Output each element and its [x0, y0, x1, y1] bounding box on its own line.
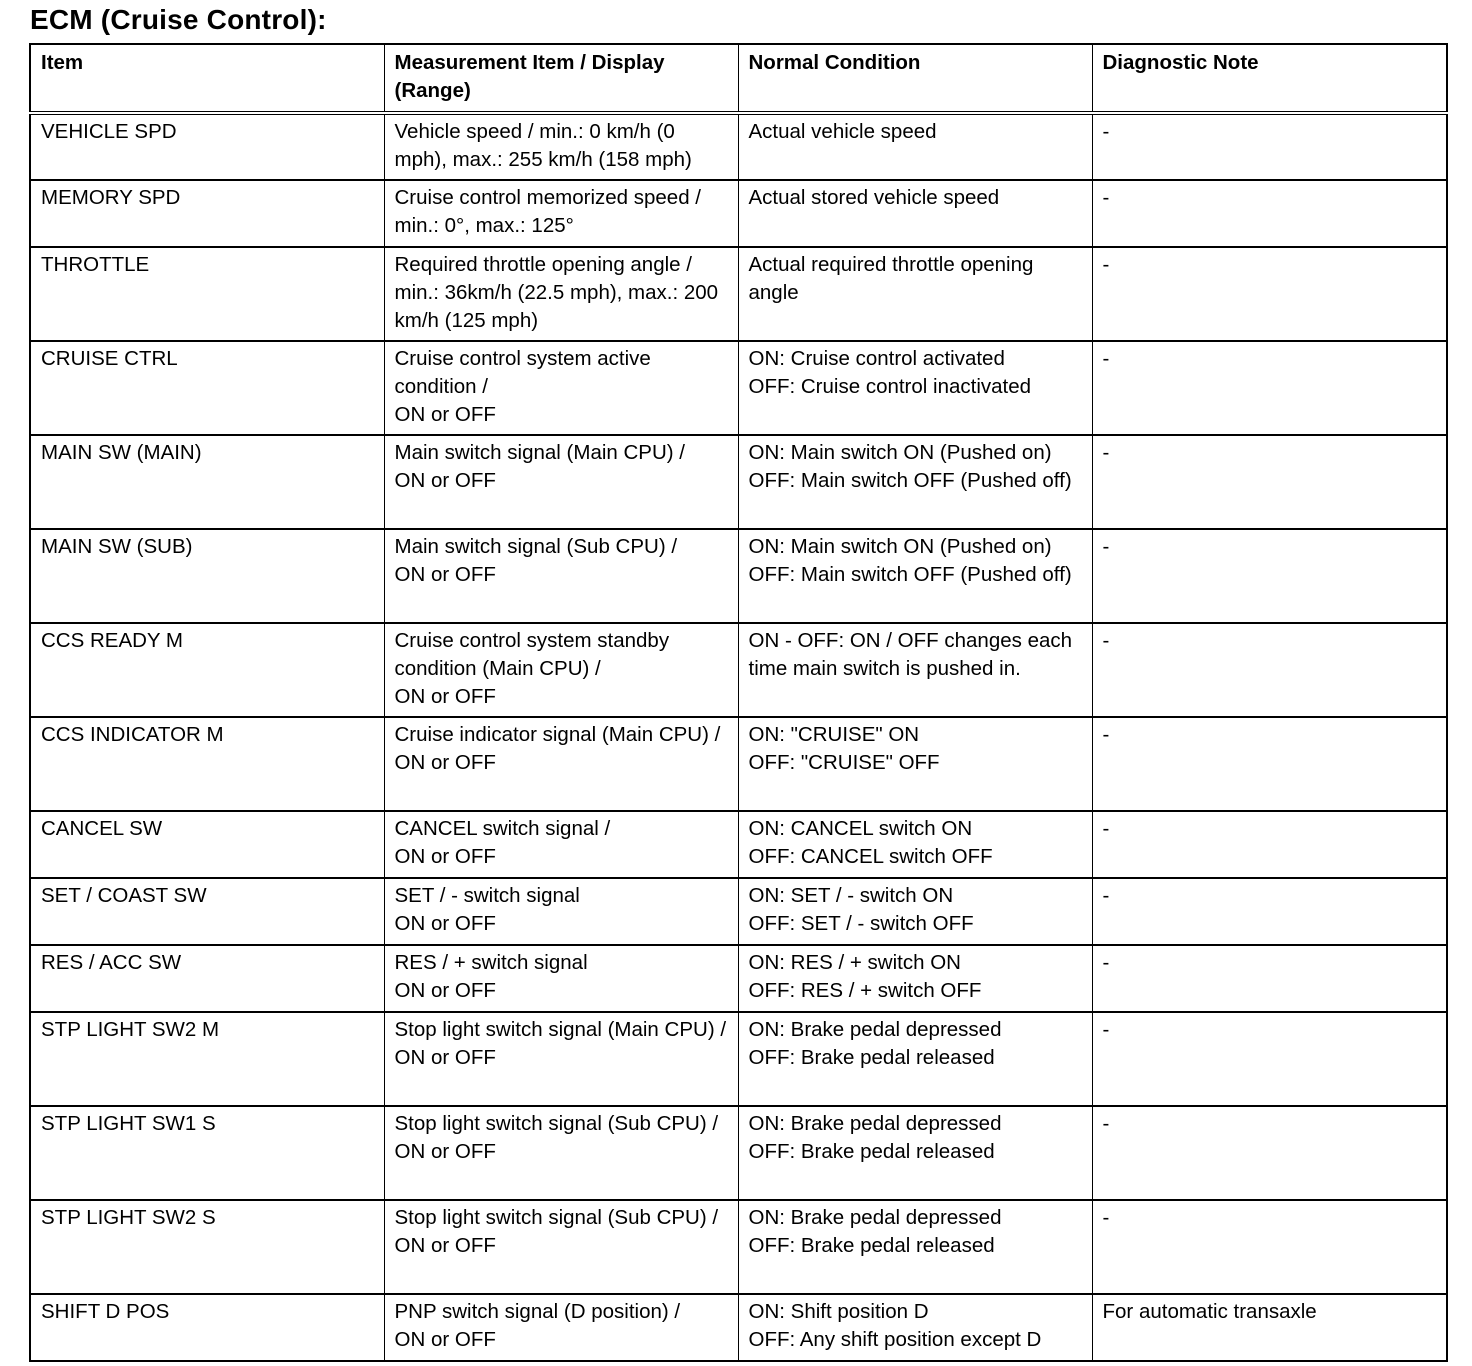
- cell-item: STP LIGHT SW2 M: [30, 1012, 384, 1106]
- cell-diagnostic-note: -: [1092, 717, 1447, 811]
- column-header-diagnostic-note: Diagnostic Note: [1092, 44, 1447, 113]
- cell-normal-condition: ON: Cruise control activated OFF: Cruise control inactivated: [738, 341, 1092, 435]
- cell-diagnostic-note: -: [1092, 435, 1447, 529]
- page-title: ECM (Cruise Control):: [30, 4, 327, 35]
- cell-item: MAIN SW (MAIN): [30, 435, 384, 529]
- cell-diagnostic-note: For automatic transaxle: [1092, 1294, 1447, 1361]
- cell-item: CCS READY M: [30, 623, 384, 717]
- table-body: [30, 113, 1447, 1361]
- cell-measurement: Stop light switch signal (Main CPU) / ON or OFF: [384, 1012, 738, 1106]
- cell-item: CRUISE CTRL: [30, 341, 384, 435]
- cell-measurement: Main switch signal (Sub CPU) / ON or OFF: [384, 529, 738, 623]
- table-row: [30, 1200, 1447, 1294]
- table-row: [30, 529, 1447, 623]
- cell-diagnostic-note: -: [1092, 180, 1447, 247]
- cell-measurement: CANCEL switch signal / ON or OFF: [384, 811, 738, 878]
- table-header-row: [30, 44, 1447, 113]
- cell-item: RES / ACC SW: [30, 945, 384, 1012]
- table-row: [30, 717, 1447, 811]
- cell-normal-condition: ON: Main switch ON (Pushed on) OFF: Main switch OFF (Pushed off): [738, 435, 1092, 529]
- cell-normal-condition: ON: Brake pedal depressed OFF: Brake pedal released: [738, 1200, 1092, 1294]
- cell-diagnostic-note: -: [1092, 945, 1447, 1012]
- table-row: [30, 811, 1447, 878]
- column-header-measurement: Measurement Item / Display (Range): [384, 44, 738, 113]
- cell-item: THROTTLE: [30, 247, 384, 341]
- cell-diagnostic-note: -: [1092, 623, 1447, 717]
- cell-item: STP LIGHT SW2 S: [30, 1200, 384, 1294]
- table-row: [30, 113, 1447, 180]
- cell-normal-condition: ON: Shift position D OFF: Any shift position except D: [738, 1294, 1092, 1361]
- cell-measurement: Stop light switch signal (Sub CPU) / ON or OFF: [384, 1106, 738, 1200]
- table-row: [30, 1294, 1447, 1361]
- cell-measurement: Vehicle speed / min.: 0 km/h (0 mph), max.: 255 km/h (158 mph): [384, 113, 738, 180]
- cell-normal-condition: Actual vehicle speed: [738, 113, 1092, 180]
- cell-diagnostic-note: -: [1092, 341, 1447, 435]
- cell-measurement: Cruise control system active condition / ON or OFF: [384, 341, 738, 435]
- cell-normal-condition: ON: RES / + switch ON OFF: RES / + switch OFF: [738, 945, 1092, 1012]
- table-row: [30, 247, 1447, 341]
- cell-item: CCS INDICATOR M: [30, 717, 384, 811]
- cell-item: CANCEL SW: [30, 811, 384, 878]
- cell-diagnostic-note: -: [1092, 1200, 1447, 1294]
- cell-normal-condition: ON: Main switch ON (Pushed on) OFF: Main switch OFF (Pushed off): [738, 529, 1092, 623]
- cell-normal-condition: Actual required throttle opening angle: [738, 247, 1092, 341]
- table-row: [30, 623, 1447, 717]
- cell-diagnostic-note: -: [1092, 247, 1447, 341]
- cell-measurement: RES / + switch signal ON or OFF: [384, 945, 738, 1012]
- cell-item: SHIFT D POS: [30, 1294, 384, 1361]
- cell-normal-condition: ON: "CRUISE" ON OFF: "CRUISE" OFF: [738, 717, 1092, 811]
- cell-measurement: PNP switch signal (D position) / ON or OFF: [384, 1294, 738, 1361]
- cell-diagnostic-note: -: [1092, 1106, 1447, 1200]
- cell-normal-condition: ON: Brake pedal depressed OFF: Brake pedal released: [738, 1106, 1092, 1200]
- cell-item: STP LIGHT SW1 S: [30, 1106, 384, 1200]
- table-row: [30, 435, 1447, 529]
- column-header-item: Item: [30, 44, 384, 113]
- cell-diagnostic-note: -: [1092, 878, 1447, 945]
- cell-diagnostic-note: -: [1092, 529, 1447, 623]
- cell-measurement: SET / - switch signal ON or OFF: [384, 878, 738, 945]
- cell-measurement: Main switch signal (Main CPU) / ON or OFF: [384, 435, 738, 529]
- cell-measurement: Cruise control system standby condition (Main CPU) / ON or OFF: [384, 623, 738, 717]
- cell-normal-condition: Actual stored vehicle speed: [738, 180, 1092, 247]
- cell-diagnostic-note: -: [1092, 113, 1447, 180]
- table-row: [30, 945, 1447, 1012]
- table-row: [30, 180, 1447, 247]
- cell-normal-condition: ON: Brake pedal depressed OFF: Brake pedal released: [738, 1012, 1092, 1106]
- cell-measurement: Cruise control memorized speed / min.: 0°, max.: 125°: [384, 180, 738, 247]
- cell-diagnostic-note: -: [1092, 811, 1447, 878]
- column-header-normal-condition: Normal Condition: [738, 44, 1092, 113]
- table-row: [30, 341, 1447, 435]
- table-row: [30, 1012, 1447, 1106]
- cell-normal-condition: ON: CANCEL switch ON OFF: CANCEL switch OFF: [738, 811, 1092, 878]
- ecm-data-table: [29, 43, 1448, 1362]
- cell-item: VEHICLE SPD: [30, 113, 384, 180]
- cell-diagnostic-note: -: [1092, 1012, 1447, 1106]
- cell-measurement: Required throttle opening angle / min.: 36km/h (22.5 mph), max.: 200 km/h (125 mph): [384, 247, 738, 341]
- table-row: [30, 878, 1447, 945]
- cell-item: MAIN SW (SUB): [30, 529, 384, 623]
- cell-normal-condition: ON: SET / - switch ON OFF: SET / - switch OFF: [738, 878, 1092, 945]
- cell-measurement: Cruise indicator signal (Main CPU) / ON or OFF: [384, 717, 738, 811]
- cell-item: SET / COAST SW: [30, 878, 384, 945]
- cell-item: MEMORY SPD: [30, 180, 384, 247]
- cell-measurement: Stop light switch signal (Sub CPU) / ON or OFF: [384, 1200, 738, 1294]
- cell-normal-condition: ON - OFF: ON / OFF changes each time main switch is pushed in.: [738, 623, 1092, 717]
- table-row: [30, 1106, 1447, 1200]
